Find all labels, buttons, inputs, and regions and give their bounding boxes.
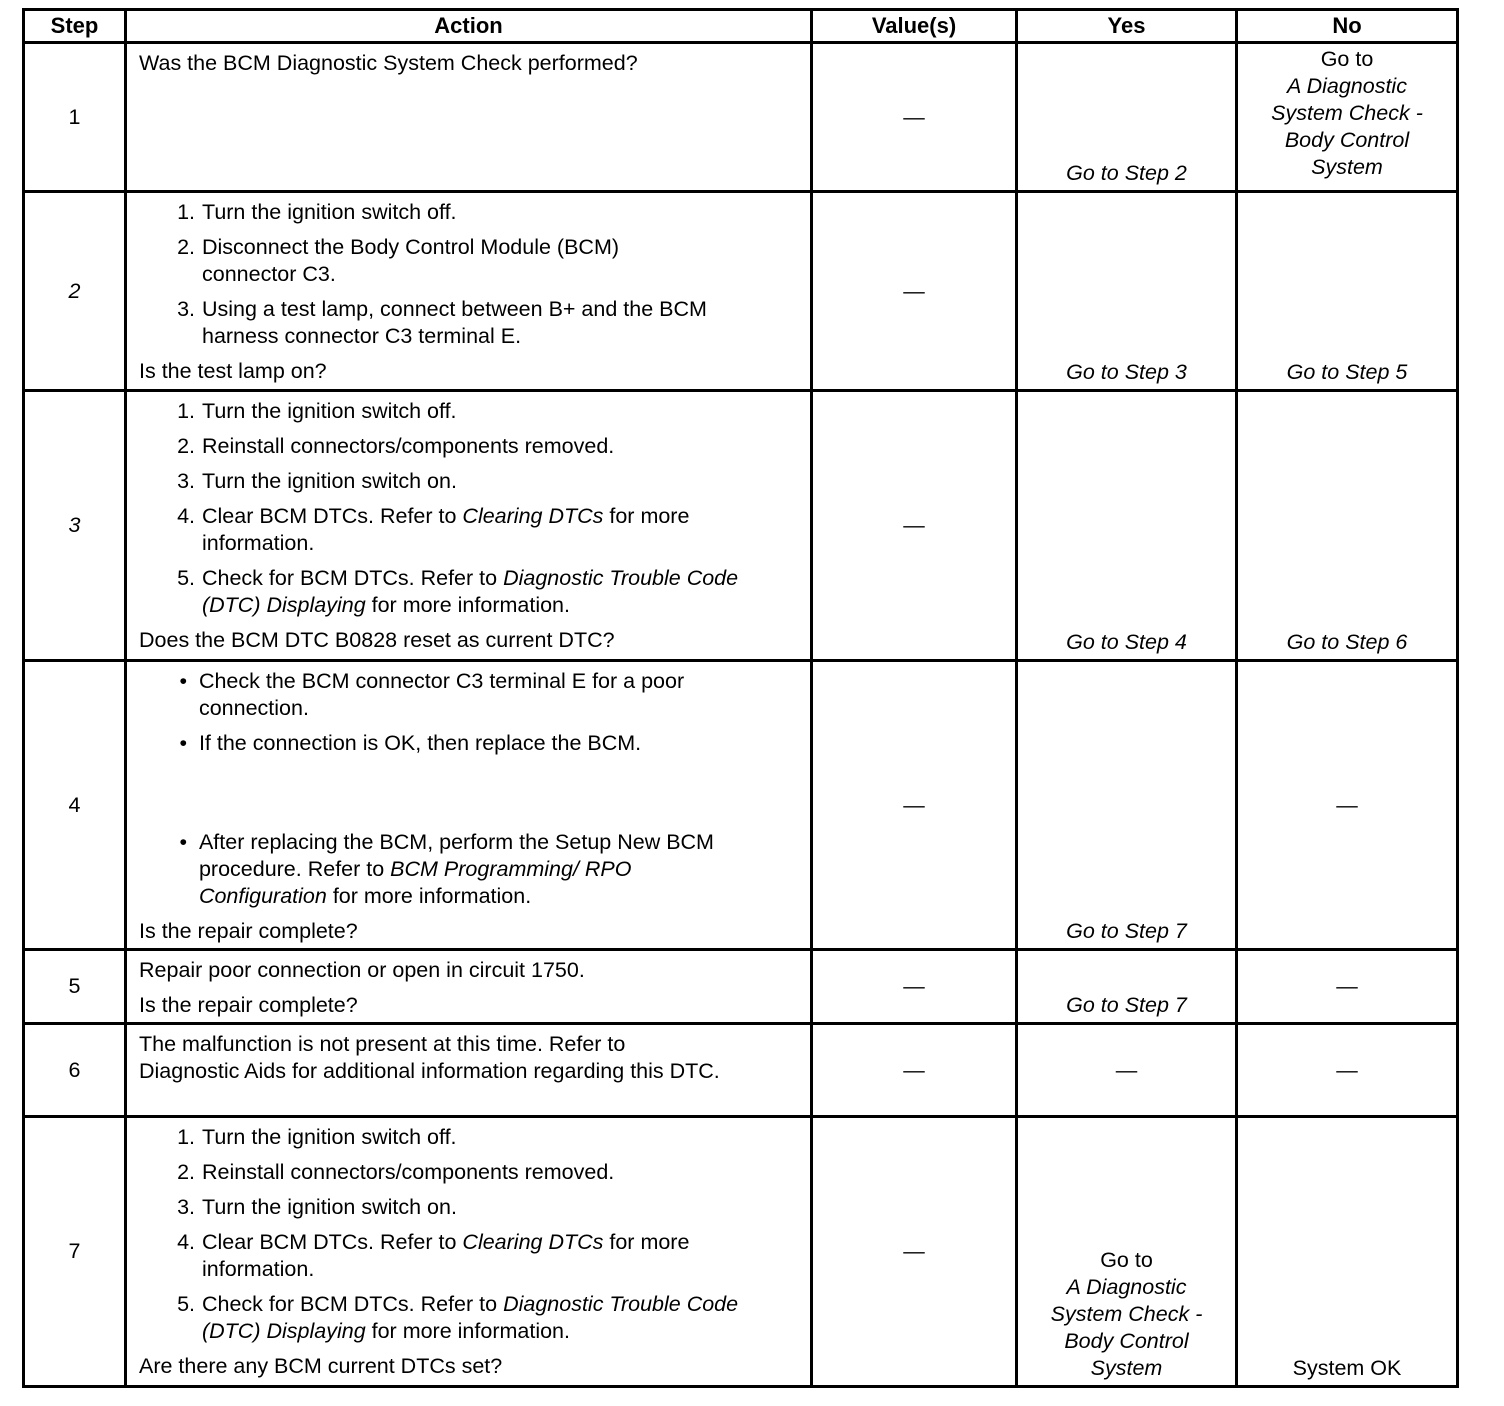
step-number: 6: [24, 1024, 126, 1117]
action-text: Repair poor connection or open in circuit 1750.: [139, 958, 585, 982]
no-cell: [1237, 43, 1458, 192]
item-number: 4.: [177, 504, 195, 528]
values-cell: —: [812, 661, 1017, 950]
item-number: 2.: [177, 235, 195, 259]
text-segment: for more information.: [201, 504, 690, 555]
yes-line[interactable]: System: [1090, 1356, 1163, 1380]
yes-link[interactable]: Go to Step 2: [1066, 161, 1187, 185]
item-number: 1.: [177, 399, 195, 423]
text-segment: Check for BCM DTCs. Refer to: [201, 566, 504, 590]
item-number: 3.: [177, 297, 195, 321]
step-number: 2: [24, 192, 126, 391]
list-item: [139, 468, 798, 495]
list-item: [139, 829, 798, 910]
yes-link[interactable]: Go to Step 4: [1066, 630, 1187, 654]
list-item: [139, 433, 798, 460]
action-cell: [126, 950, 812, 1024]
header-step: Step: [24, 10, 126, 43]
no-cell: [1237, 192, 1458, 391]
values-cell: —: [812, 950, 1017, 1024]
table-row: [24, 43, 1458, 192]
no-cell: —: [1237, 1024, 1458, 1117]
item-number: 5.: [177, 566, 195, 590]
table-row: [24, 1117, 1458, 1387]
item-text: [199, 829, 754, 910]
yes-cell: [1017, 192, 1237, 391]
bullet-list: [139, 668, 798, 910]
no-line[interactable]: System: [1311, 155, 1383, 179]
table-row: [24, 391, 1458, 661]
reference-link[interactable]: Clearing DTCs: [462, 504, 604, 528]
no-line[interactable]: A Diagnostic: [1287, 74, 1407, 98]
list-item: [139, 1291, 798, 1345]
action-cell: [126, 192, 812, 391]
item-number: 3.: [177, 469, 195, 493]
yes-link[interactable]: Go to Step 7: [1066, 919, 1187, 943]
values-cell: —: [812, 391, 1017, 661]
step-number: 3: [24, 391, 126, 661]
no-cell: [1237, 1117, 1458, 1387]
action-question: Does the BCM DTC B0828 reset as current DTC?: [139, 628, 615, 652]
values-cell: —: [812, 1117, 1017, 1387]
list-item: [139, 730, 798, 757]
item-text: [202, 1229, 798, 1283]
item-text: [202, 565, 798, 619]
reference-link[interactable]: Clearing DTCs: [462, 1230, 604, 1254]
values-cell: —: [812, 192, 1017, 391]
no-cell: [1237, 391, 1458, 661]
item-text: Turn the ignition switch off.: [201, 399, 457, 423]
item-text: If the connection is OK, then replace the BCM.: [198, 731, 642, 755]
no-line[interactable]: Body Control: [1284, 128, 1410, 152]
action-question: Is the repair complete?: [139, 993, 358, 1017]
item-text: Turn the ignition switch off.: [201, 200, 457, 224]
yes-line[interactable]: System Check -: [1050, 1302, 1203, 1326]
action-question: Are there any BCM current DTCs set?: [139, 1354, 503, 1378]
item-text: Reinstall connectors/components removed.: [201, 1160, 615, 1184]
yes-link[interactable]: Go to Step 3: [1066, 360, 1187, 384]
header-values: Value(s): [812, 10, 1017, 43]
text-segment: Clear BCM DTCs. Refer to: [201, 504, 463, 528]
yes-link[interactable]: Go to Step 7: [1066, 993, 1187, 1017]
step-number: 1: [24, 43, 126, 192]
bullet-marker: •: [179, 731, 187, 755]
action-question: Was the BCM Diagnostic System Check performed?: [139, 51, 638, 75]
list-item: [139, 1194, 798, 1221]
action-cell: [126, 661, 812, 950]
action-cell: [126, 1024, 812, 1117]
header-row: [24, 10, 1458, 43]
step-list: [139, 1124, 798, 1345]
list-spacer: [139, 765, 798, 821]
no-cell: —: [1237, 661, 1458, 950]
table-row: [24, 661, 1458, 950]
no-line[interactable]: System Check -: [1271, 101, 1423, 125]
values-cell: —: [812, 43, 1017, 192]
step-number: 5: [24, 950, 126, 1024]
yes-cell: [1017, 661, 1237, 950]
values-cell: —: [812, 1024, 1017, 1117]
item-text: Turn the ignition switch on.: [201, 469, 457, 493]
item-text: Using a test lamp, connect between B+ and the BCM harness connector C3 terminal E.: [201, 297, 707, 348]
bullet-marker: •: [179, 830, 187, 854]
action-cell: [126, 391, 812, 661]
action-question: Is the repair complete?: [139, 919, 358, 943]
item-text: Reinstall connectors/components removed.: [201, 434, 615, 458]
table-row: [24, 950, 1458, 1024]
yes-cell: [1017, 43, 1237, 192]
yes-line: Go to: [1100, 1248, 1153, 1272]
yes-line[interactable]: A Diagnostic: [1066, 1275, 1187, 1299]
diagnostic-table: [22, 8, 1459, 1388]
list-item: [139, 503, 798, 557]
yes-cell: —: [1017, 1024, 1237, 1117]
item-number: 2.: [177, 1160, 195, 1184]
item-text: Disconnect the Body Control Module (BCM) connector C3.: [201, 235, 620, 286]
step-number: 4: [24, 661, 126, 950]
list-item: [139, 398, 798, 425]
table-row: [24, 1024, 1458, 1117]
text-segment: for more information.: [365, 1319, 570, 1343]
action-cell: [126, 1117, 812, 1387]
item-number: 3.: [177, 1195, 195, 1219]
item-text: [202, 503, 798, 557]
action-question: Is the test lamp on?: [139, 359, 327, 383]
reference-link[interactable]: Diagnostic Trouble Code (DTC) Displaying: [201, 566, 739, 617]
header-no: No: [1237, 10, 1458, 43]
list-item: [139, 668, 798, 722]
list-item: [139, 1159, 798, 1186]
step-list: [139, 398, 798, 619]
step-number: 7: [24, 1117, 126, 1387]
item-text: [202, 1291, 798, 1345]
reference-link[interactable]: BCM Programming/ RPO Configuration: [198, 857, 632, 908]
text-segment: After replacing the BCM, perform the Setup New BCM procedure. Refer to: [198, 830, 714, 881]
list-item: [139, 296, 798, 350]
bullet-marker: •: [179, 669, 187, 693]
text-segment: Check for BCM DTCs. Refer to: [201, 1292, 504, 1316]
item-text: Turn the ignition switch on.: [201, 1195, 457, 1219]
text-segment: for more information.: [365, 593, 570, 617]
list-item: [139, 1124, 798, 1151]
list-item: [139, 199, 798, 226]
item-number: 1.: [177, 200, 195, 224]
item-text: Check the BCM connector C3 terminal E for a poor connection.: [198, 669, 685, 720]
text-segment: for more information.: [326, 884, 532, 908]
item-number: 1.: [177, 1125, 195, 1149]
yes-cell: [1017, 391, 1237, 661]
no-cell: —: [1237, 950, 1458, 1024]
yes-cell: [1017, 950, 1237, 1024]
action-cell: [126, 43, 812, 192]
item-number: 4.: [177, 1230, 195, 1254]
table-row: [24, 192, 1458, 391]
header-yes: Yes: [1017, 10, 1237, 43]
step-list: [139, 199, 798, 350]
list-item: [139, 234, 798, 288]
list-item: [139, 1229, 798, 1283]
action-text: The malfunction is not present at this time. Refer to Diagnostic Aids for additional information regarding this DTC.: [139, 1032, 720, 1083]
text-segment: Clear BCM DTCs. Refer to: [201, 1230, 463, 1254]
yes-line[interactable]: Body Control: [1064, 1329, 1189, 1353]
no-link[interactable]: Go to Step 5: [1286, 360, 1408, 384]
no-result: System OK: [1292, 1356, 1402, 1380]
item-text: Turn the ignition switch off.: [201, 1125, 457, 1149]
yes-cell: [1017, 1117, 1237, 1387]
text-segment: for more information.: [201, 1230, 690, 1281]
list-item: [139, 565, 798, 619]
no-line: Go to: [1320, 47, 1374, 71]
item-number: 2.: [177, 434, 195, 458]
item-number: 5.: [177, 1292, 195, 1316]
reference-link[interactable]: Diagnostic Trouble Code (DTC) Displaying: [201, 1292, 739, 1343]
no-link[interactable]: Go to Step 6: [1286, 630, 1408, 654]
header-action: Action: [126, 10, 812, 43]
